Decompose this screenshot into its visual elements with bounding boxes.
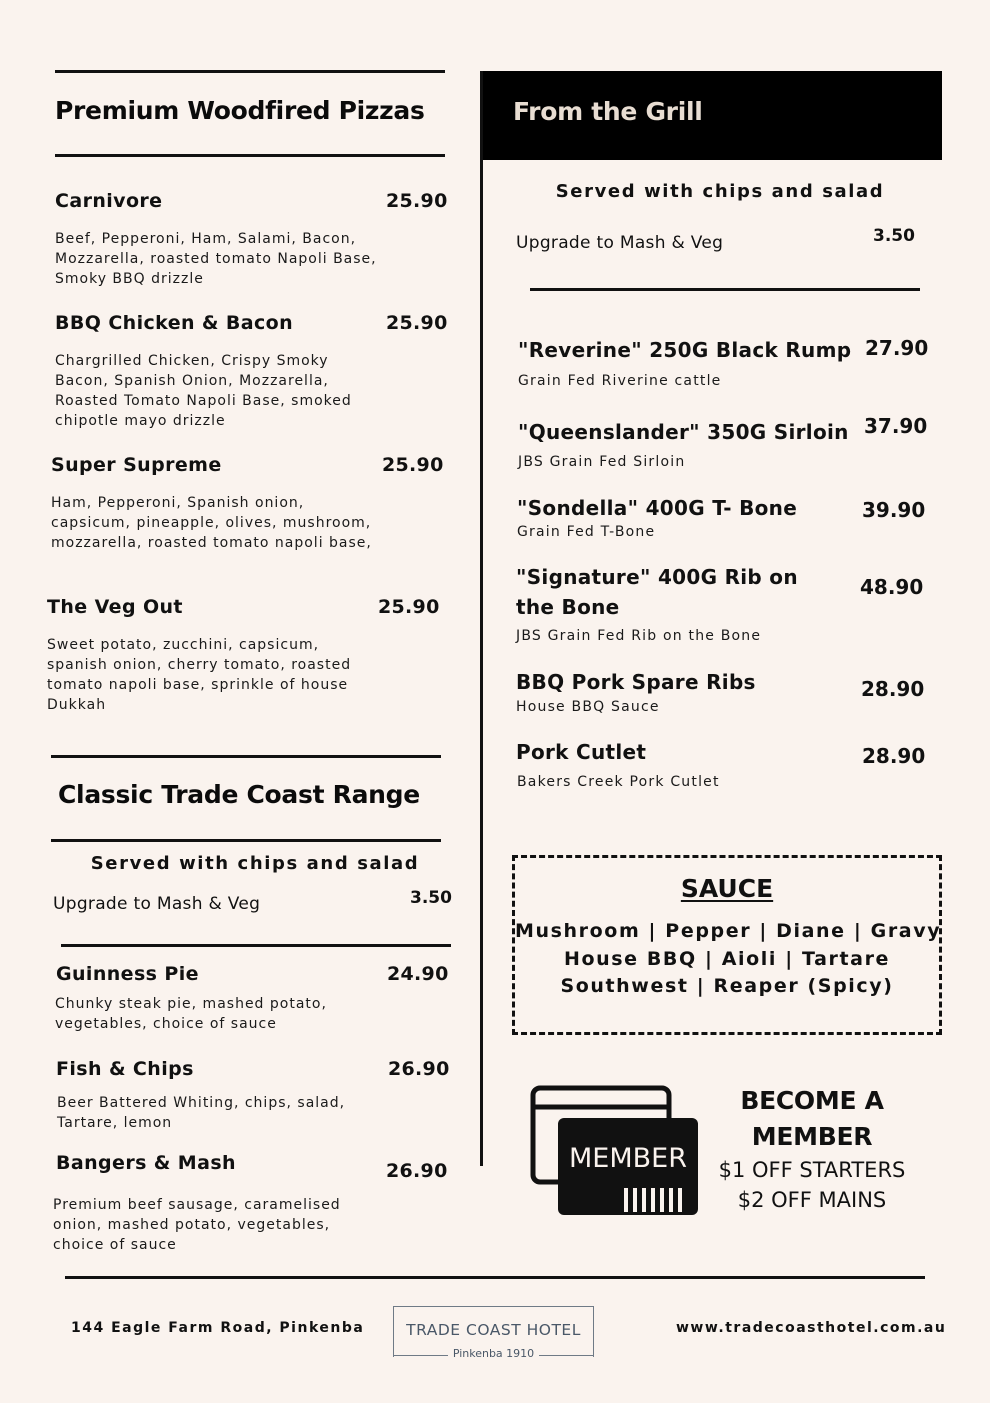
item-price: 25.90: [382, 454, 444, 476]
logo-subtitle-row: [393, 1348, 594, 1362]
item-description: Chargrilled Chicken, Crispy Smoky Bacon, Spanish Onion, Mozzarella, Roasted Tomato Napoli Base, smoked chipotle mayo drizzle: [55, 353, 352, 429]
item-name: "Sondella" 400G T- Bone: [517, 496, 798, 520]
item-description: Grain Fed T-Bone: [517, 524, 656, 540]
logo-right-edge: [593, 1306, 594, 1356]
pizzas-top-rule: [55, 70, 445, 73]
item-description: Sweet potato, zucchini, capsicum, spanish onion, cherry tomato, roasted tomato napoli base, sprinkle of house Dukkah: [47, 637, 352, 713]
member-headline-2: MEMBER: [751, 1122, 873, 1151]
item-price: 26.90: [388, 1058, 450, 1080]
logo-left-edge: [393, 1306, 394, 1356]
item-price: 24.90: [387, 963, 449, 985]
item-price: 39.90: [862, 498, 926, 522]
sauce-box: [512, 855, 942, 1035]
grill-served-note: Served with chips and salad: [555, 181, 885, 202]
footer-website[interactable]: www.tradecoasthotel.com.au: [676, 1320, 947, 1336]
item-description: Premium beef sausage, caramelised onion, mashed potato, vegetables, choice of sauce: [53, 1197, 341, 1253]
classic-upgrade-label: Upgrade to Mash & Veg: [53, 894, 261, 914]
logo-subtitle: Pinkenba 1910: [452, 1347, 535, 1360]
item-price: 25.90: [386, 190, 448, 212]
item-price: 25.90: [386, 312, 448, 334]
classic-served-note: Served with chips and salad: [90, 853, 420, 874]
grill-header-banner: [482, 71, 942, 160]
sauce-line-3: Southwest | Reaper (Spicy): [560, 975, 894, 997]
item-price: 28.90: [861, 677, 925, 701]
grill-divider-rule: [530, 288, 920, 291]
grill-section-title: From the Grill: [513, 97, 703, 126]
item-description: Grain Fed Riverine cattle: [518, 373, 722, 389]
footer-address: 144 Eagle Farm Road, Pinkenba: [71, 1320, 365, 1336]
member-perk-mains: $2 OFF MAINS: [737, 1188, 887, 1212]
member-promo: [712, 1083, 912, 1215]
pizzas-section-title: Premium Woodfired Pizzas: [55, 96, 425, 125]
item-name: Super Supreme: [51, 454, 222, 476]
grill-upgrade-price: 3.50: [873, 226, 915, 246]
item-price: 28.90: [862, 744, 926, 768]
item-description: Bakers Creek Pork Cutlet: [517, 774, 720, 790]
classic-divider-rule: [61, 944, 451, 947]
item-name: Fish & Chips: [56, 1058, 194, 1080]
item-description: JBS Grain Fed Sirloin: [518, 454, 686, 470]
item-name-line-1: "Signature" 400G Rib on: [516, 565, 798, 589]
sauce-title: SAUCE: [680, 874, 774, 903]
classic-section-title: Classic Trade Coast Range: [58, 780, 420, 809]
classic-upgrade-price: 3.50: [410, 888, 452, 908]
item-name: Pork Cutlet: [516, 740, 647, 764]
item-name: Guinness Pie: [56, 963, 199, 985]
item-name: "Reverine" 250G Black Rump: [518, 338, 852, 362]
item-description: Beef, Pepperoni, Ham, Salami, Bacon, Mozzarella, roasted tomato Napoli Base, Smoky BBQ drizzle: [55, 231, 377, 287]
item-name: BBQ Chicken & Bacon: [55, 312, 294, 334]
member-headline-1: BECOME A: [740, 1086, 884, 1115]
item-name: Carnivore: [55, 190, 163, 212]
pizzas-bottom-rule: [55, 154, 445, 157]
member-card-icon: [530, 1085, 700, 1217]
item-name: Bangers & Mash: [56, 1152, 236, 1174]
sauce-line-1: Mushroom | Pepper | Diane | Gravy: [515, 920, 942, 942]
item-name: BBQ Pork Spare Ribs: [516, 670, 756, 694]
classic-bottom-rule: [51, 839, 441, 842]
item-name: "Queenslander" 350G Sirloin: [518, 420, 849, 444]
member-perk-starters: $1 OFF STARTERS: [718, 1158, 906, 1182]
svg-text:MEMBER: MEMBER: [569, 1143, 687, 1174]
item-price: 25.90: [378, 596, 440, 618]
grill-upgrade-label: Upgrade to Mash & Veg: [516, 233, 724, 253]
item-description: Beer Battered Whiting, chips, salad, Tartare, lemon: [57, 1095, 346, 1131]
item-price: 26.90: [386, 1160, 448, 1182]
item-price: 37.90: [864, 414, 928, 438]
item-name-line-2: the Bone: [516, 595, 620, 619]
classic-top-rule: [51, 755, 441, 758]
column-divider: [480, 71, 483, 1166]
item-price: 48.90: [860, 575, 924, 599]
item-name: The Veg Out: [47, 596, 183, 618]
item-description: JBS Grain Fed Rib on the Bone: [516, 628, 762, 644]
item-description: House BBQ Sauce: [516, 699, 660, 715]
footer-rule: [65, 1276, 925, 1279]
item-description: Ham, Pepperoni, Spanish onion, capsicum, pineapple, olives, mushroom, mozzarella, roasted tomato napoli base,: [51, 495, 372, 551]
sauce-line-2: House BBQ | Aioli | Tartare: [563, 948, 891, 970]
logo-title: TRADE COAST HOTEL: [406, 1321, 581, 1339]
item-price: 27.90: [865, 336, 929, 360]
item-description: Chunky steak pie, mashed potato, vegetables, choice of sauce: [55, 996, 327, 1032]
